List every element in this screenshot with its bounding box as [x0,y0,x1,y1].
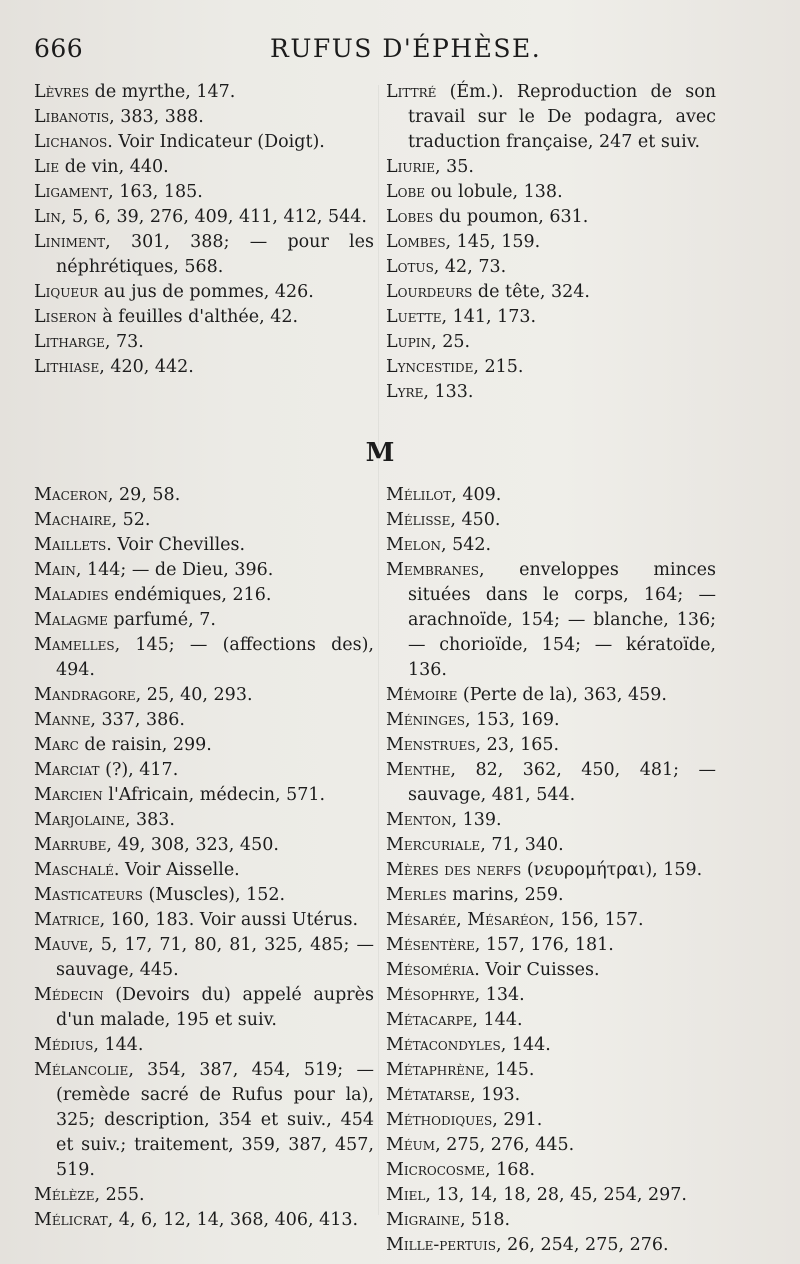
entry-references: , 215. [473,357,524,377]
entry-headword: Lie [34,157,60,177]
index-entry [34,558,374,583]
entry-references: (Muscles), 152. [142,885,286,905]
index-entry [386,280,716,305]
entry-headword: Menthe [386,760,451,780]
index-column-right-m [386,483,716,1258]
entry-references: , 5, 6, 39, 276, 409, 411, 412, 544. [60,207,367,227]
index-entry [386,1008,716,1033]
entry-headword: Méninges [386,710,465,730]
index-entry [34,608,374,633]
index-entry [386,1133,716,1158]
entry-references: , 163, 185. [108,182,203,202]
entry-headword: Lombes [386,232,446,252]
index-entry [34,80,374,105]
entry-references: , 139. [451,810,502,830]
entry-references: . Voir Chevilles. [106,535,246,555]
entry-headword: Membranes [386,560,479,580]
entry-references: , 26, 254, 275, 276. [496,1235,669,1255]
entry-references: . Voir Cuisses. [474,960,600,980]
entry-references: , 255. [94,1185,145,1205]
index-entry [386,908,716,933]
entry-headword: Marrube [34,835,107,855]
entry-headword: Littré [386,82,437,102]
entry-references: , 82, 362, 450, 481; — sauvage, 481, 544. [408,760,716,805]
entry-references: , 144. [500,1035,551,1055]
entry-references: à feuilles d'althée, 42. [96,307,299,327]
index-entry [386,1083,716,1108]
index-entry [34,130,374,155]
entry-references: , 153, 169. [465,710,560,730]
entry-references: , 42, 73. [433,257,507,277]
entry-headword: Mésophrye [386,985,475,1005]
entry-references: l'Africain, médecin, 571. [102,785,326,805]
index-entry [34,858,374,883]
index-entry [386,1233,716,1258]
entry-headword: Mélancolie [34,1060,129,1080]
entry-references: . Voir Aisselle. [113,860,240,880]
entry-references: , 25, 40, 293. [135,685,253,705]
index-entry [386,733,716,758]
entry-headword: Médius [34,1035,94,1055]
entry-headword: Litharge [34,332,105,352]
entry-headword: Lyncestide [386,357,474,377]
entry-headword: Mésoméria [386,960,475,980]
index-entry [386,1108,716,1133]
entry-headword: Lourdeurs [386,282,473,302]
entry-headword: Maschalé [34,860,114,880]
index-column-left-m [34,483,374,1233]
entry-references: (Devoirs du) appelé auprès d'un malade, 195 et suiv. [56,985,374,1030]
entry-references: ou lobule, 138. [425,182,563,202]
index-entry [386,205,716,230]
index-entry [386,683,716,708]
index-entry [386,933,716,958]
entry-headword: Maillets [34,535,107,555]
entry-headword: Mères des nerfs [386,860,522,880]
section-letter-heading: M [365,438,395,468]
entry-headword: Liseron [34,307,97,327]
page-number: 666 [34,34,84,63]
index-entry [34,1058,374,1183]
entry-headword: Lupin [386,332,432,352]
entry-headword: Matrice [34,910,100,930]
entry-headword: Libanotis [34,107,110,127]
entry-references: , 450. [450,510,501,530]
index-entry [386,1058,716,1083]
entry-references: (Perte de la), 363, 459. [457,685,667,705]
index-entry [386,508,716,533]
index-entry [34,633,374,683]
entry-headword: Mélisse [386,510,451,530]
index-entry [34,330,374,355]
entry-headword: Méum [386,1135,436,1155]
entry-references: , 275, 276, 445. [435,1135,575,1155]
index-entry [34,708,374,733]
entry-references: de raisin, 299. [78,735,212,755]
entry-references: , 157, 176, 181. [474,935,614,955]
index-entry [34,1183,374,1208]
entry-references: . Voir Indicateur (Doigt). [107,132,325,152]
entry-headword: Médecin [34,985,104,1005]
index-entry [386,558,716,683]
entry-headword: Lichanos [34,132,108,152]
entry-references: , 383. [124,810,175,830]
index-entry [386,1158,716,1183]
entry-headword: Masticateurs [34,885,143,905]
index-entry [386,255,716,280]
entry-headword: Ligament [34,182,109,202]
page-header [34,34,770,74]
entry-headword: Méthodiques [386,1110,493,1130]
entry-references: de tête, 324. [472,282,590,302]
index-column-left-l [34,80,374,380]
column-gutter [378,85,379,1215]
entry-headword: Miel [386,1185,426,1205]
entry-headword: Lin [34,207,61,227]
index-entry [386,355,716,380]
entry-references: , 301, 388; — pour les néphrétiques, 568. [56,232,374,277]
entry-headword: Maladies [34,585,109,605]
index-entry [34,1208,374,1233]
index-entry [34,1033,374,1058]
entry-references: , 25. [431,332,471,352]
entry-references: , 73. [104,332,144,352]
entry-headword: Maceron [34,485,108,505]
entry-references: , 29, 58. [107,485,181,505]
index-entry [34,508,374,533]
index-entry [34,583,374,608]
index-entry [386,1033,716,1058]
entry-references: (νευρομήτραι), 159. [521,860,703,880]
entry-headword: Mille-pertuis [386,1235,497,1255]
index-entry [386,533,716,558]
entry-references: , 160, 183. Voir aussi Utérus. [99,910,359,930]
index-entry [386,758,716,808]
entry-headword: Machaire [34,510,112,530]
entry-references: , 542. [441,535,492,555]
index-entry [34,205,374,230]
index-entry [386,833,716,858]
entry-headword: Mauve [34,935,89,955]
entry-references: , 141, 173. [441,307,537,327]
entry-references: , 193. [470,1085,521,1105]
entry-references: , 133. [423,382,474,402]
index-entry [34,733,374,758]
entry-headword: Mercuriale [386,835,481,855]
index-entry [34,305,374,330]
entry-headword: Marciat [34,760,100,780]
index-entry [34,105,374,130]
index-entry [386,380,716,405]
entry-references: parfumé, 7. [107,610,216,630]
index-entry [34,280,374,305]
entry-headword: Mémoire [386,685,458,705]
entry-references: marins, 259. [446,885,564,905]
entry-references: , enveloppes minces situées dans le corps, 164; — arachnoïde, 154; — blanche, 136; — chorioïde, 154; — kératoïde, 136. [408,560,716,680]
index-entry [386,330,716,355]
entry-references: , 518. [459,1210,511,1230]
index-entry [34,783,374,808]
entry-headword: Mélicrat [34,1210,108,1230]
index-entry [386,708,716,733]
entry-headword: Menton [386,810,452,830]
entry-headword: Liqueur [34,282,99,302]
entry-references: de myrthe, 147. [89,82,236,102]
index-entry [34,908,374,933]
entry-references: du poumon, 631. [433,207,589,227]
index-entry [386,155,716,180]
index-entry [34,883,374,908]
index-entry [386,80,716,155]
entry-references: , 354, 387, 454, 519; — (remède sacré de Rufus pour la), 325; description, 354 et suiv., 454 et suiv.; traitement, 359, 387, 457, 519. [56,1060,374,1180]
entry-headword: Mésentère [386,935,475,955]
index-entry [386,858,716,883]
entry-headword: Merles [386,885,447,905]
entry-headword: Malagme [34,610,108,630]
entry-references: , 35. [435,157,474,177]
index-entry [34,180,374,205]
entry-headword: Marcien [34,785,103,805]
entry-headword: Mésarée, Mésaréon [386,910,549,930]
entry-references: , 144; — de Dieu, 396. [75,560,274,580]
entry-headword: Métacarpe [386,1010,473,1030]
index-entry [34,833,374,858]
index-entry [386,1183,716,1208]
index-entry [34,983,374,1033]
entry-references: , 383, 388. [109,107,204,127]
entry-headword: Lithiase [34,357,100,377]
index-entry [34,933,374,983]
entry-headword: Mamelles [34,635,115,655]
index-entry [386,1208,716,1233]
entry-references: , 145; — (affections des), 494. [56,635,374,680]
entry-references: , 144. [93,1035,144,1055]
entry-references: , 49, 308, 323, 450. [106,835,279,855]
index-entry [34,683,374,708]
entry-references: , 52. [111,510,151,530]
entry-headword: Mandragore [34,685,136,705]
entry-headword: Liurie [386,157,436,177]
entry-references: , 71, 340. [480,835,564,855]
entry-headword: Métatarse [386,1085,471,1105]
index-entry [386,305,716,330]
entry-references: , 156, 157. [548,910,644,930]
index-entry [34,808,374,833]
index-entry [34,230,374,280]
entry-headword: Liniment [34,232,106,252]
entry-headword: Métaphrène [386,1060,485,1080]
index-entry [386,180,716,205]
entry-references: , 409. [451,485,502,505]
index-entry [386,483,716,508]
entry-references: , 4, 6, 12, 14, 368, 406, 413. [107,1210,359,1230]
entry-headword: Métacondyles [386,1035,501,1055]
entry-headword: Mélilot [386,485,452,505]
entry-headword: Marjolaine [34,810,125,830]
index-entry [34,758,374,783]
entry-references: endémiques, 216. [108,585,272,605]
entry-references: de vin, 440. [59,157,169,177]
entry-headword: Lotus [386,257,434,277]
entry-references: , 145. [484,1060,535,1080]
entry-headword: Microcosme [386,1160,486,1180]
entry-references: , 144. [472,1010,523,1030]
entry-references: (Ém.). Reproduction de son travail sur le De podagra, avec traduction française, 247 et suiv. [408,82,716,152]
entry-references: , 337, 386. [90,710,185,730]
entry-references: , 168. [485,1160,536,1180]
index-entry [386,808,716,833]
entry-references: , 420, 442. [99,357,194,377]
entry-headword: Lobe [386,182,426,202]
index-entry [386,958,716,983]
index-entry [386,883,716,908]
entry-references: , 134. [474,985,525,1005]
index-entry [34,355,374,380]
entry-headword: Marc [34,735,79,755]
entry-references: au jus de pommes, 426. [98,282,314,302]
index-entry [34,483,374,508]
entry-headword: Lobes [386,207,434,227]
index-entry [34,155,374,180]
entry-headword: Mélèze [34,1185,95,1205]
entry-headword: Menstrues [386,735,476,755]
entry-headword: Luette [386,307,442,327]
entry-references: (?), 417. [99,760,179,780]
entry-references: , 13, 14, 18, 28, 45, 254, 297. [425,1185,687,1205]
entry-headword: Migraine [386,1210,460,1230]
index-column-right-l [386,80,716,405]
entry-headword: Lèvres [34,82,90,102]
entry-references: , 5, 17, 71, 80, 81, 325, 485; — sauvage, 445. [56,935,374,980]
entry-references: , 291. [492,1110,543,1130]
index-entry [386,983,716,1008]
entry-references: , 145, 159. [445,232,541,252]
entry-headword: Main [34,560,76,580]
index-entry [34,533,374,558]
entry-headword: Manne [34,710,91,730]
entry-headword: Lyre [386,382,424,402]
entry-references: , 23, 165. [475,735,560,755]
entry-headword: Melon [386,535,441,555]
running-title: RUFUS D'ÉPHÈSE. [270,34,542,63]
index-entry [386,230,716,255]
